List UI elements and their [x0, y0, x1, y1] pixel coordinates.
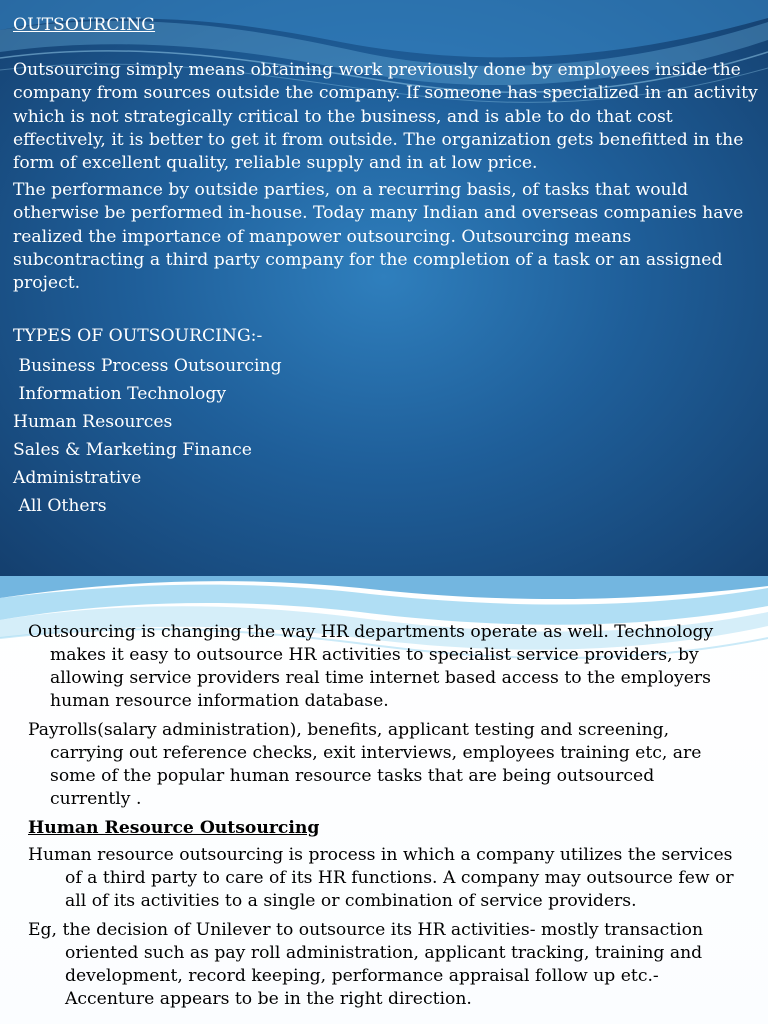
- paragraph-unilever-example: Eg, the decision of Unilever to outsource its HR activities- mostly transaction oriented such as pay roll administration, applicant tracking, training and development, record keeping, performance appraisal follow up etc.- Accenture appears to be in the right direction.: [28, 920, 704, 1009]
- types-section: [13, 325, 758, 520]
- paragraph-outside-parties: The performance by outside parties, on a recurring basis, of tasks that would otherwise be performed in-house. Today many Indian and overseas companies have realized the importance of manpower outsourcing. Outsourcing means subcontracting a third party company for the completion of a task or an assigned project.: [13, 180, 744, 294]
- list-item: Administrative: [13, 468, 142, 489]
- paragraph-outsourcing-definition: Outsourcing simply means obtaining work previously done by employees inside the company from sources outside the company. If someone has specialized in an activity which is not strategically critical to the business, and is able to do that cost effectively, it is better to get it from outside. The organization gets benefitted in the form of excellent quality, reliable supply and in at low price.: [13, 60, 758, 174]
- list-item: Sales & Marketing Finance: [13, 440, 252, 461]
- list-item: Human Resources: [13, 412, 173, 433]
- list-item: All Others: [13, 496, 107, 517]
- paragraph-hr-outsourcing-definition: Human resource outsourcing is process in which a company utilizes the services of a third party to care of its HR functions. A company may outsource few or all of its activities to a single or combination of service providers.: [28, 845, 734, 911]
- list-item: Business Process Outsourcing: [13, 356, 282, 377]
- hr-outsourcing-heading: Human Resource Outsourcing: [28, 818, 320, 838]
- types-heading: TYPES OF OUTSOURCING:-: [13, 326, 263, 347]
- list-item: Information Technology: [13, 384, 227, 405]
- paragraph-payrolls: Payrolls(salary administration), benefits, applicant testing and screening, carrying out reference checks, exit interviews, employees training etc, are some of the popular human resource tasks that are being outsourced currently .: [28, 720, 702, 809]
- slide-2: [0, 576, 768, 1024]
- slide-1-title: OUTSOURCING: [13, 15, 156, 35]
- types-list: [13, 352, 758, 520]
- paragraph-hr-changing: Outsourcing is changing the way HR departments operate as well. Technology makes it easy to outsource HR activities to specialist service providers, by allowing service providers real time internet based access to the employers human resource information database.: [28, 622, 714, 711]
